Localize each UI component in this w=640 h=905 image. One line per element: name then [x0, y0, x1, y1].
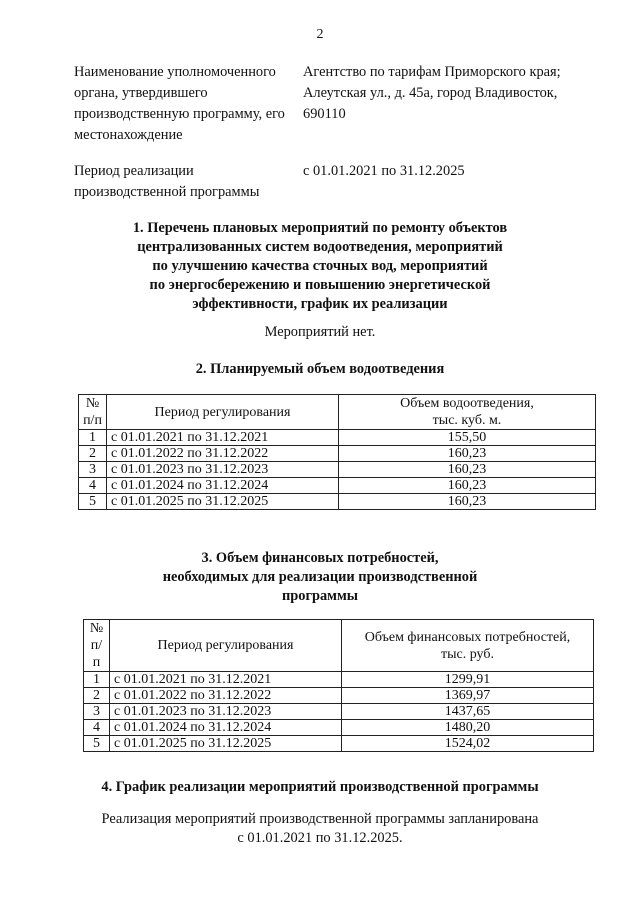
header-volume-line: тыс. куб. м.: [432, 413, 502, 428]
section-3-title-line: необходимых для реализации производственной: [162, 569, 478, 585]
header-finance: [342, 620, 594, 672]
row-value: 160,23: [339, 494, 596, 510]
header-num: [79, 395, 107, 430]
section-3-title-line: программы: [281, 588, 359, 604]
section-1-text: Мероприятий нет.: [264, 324, 376, 340]
table-row: [84, 736, 594, 752]
row-num: 1: [79, 430, 107, 446]
table-header-row: [84, 620, 594, 672]
section-1-title-line: централизованных систем водоотведения, мероприятий: [137, 239, 503, 255]
wastewater-volume-table: [78, 394, 596, 510]
row-num: 2: [79, 446, 107, 462]
row-period: с 01.01.2022 по 31.12.2022: [110, 688, 342, 704]
row-value: 160,23: [339, 446, 596, 462]
financial-needs-table: [83, 619, 594, 752]
row-num: 3: [84, 704, 110, 720]
row-num: 3: [79, 462, 107, 478]
table-row: [79, 478, 596, 494]
header-num-line: №: [85, 396, 100, 411]
row-period: с 01.01.2022 по 31.12.2022: [107, 446, 339, 462]
row-num: 2: [84, 688, 110, 704]
table-row: [84, 672, 594, 688]
row-period: с 01.01.2025 по 31.12.2025: [110, 736, 342, 752]
row-value: 1524,02: [342, 736, 594, 752]
row-num: 4: [79, 478, 107, 494]
row-num: 5: [84, 736, 110, 752]
table-row: [84, 704, 594, 720]
authority-value: Агентство по тарифам Приморского края; Алеутская ул., д. 45а, город Владивосток, 690110: [303, 64, 561, 122]
row-value: 1437,65: [342, 704, 594, 720]
header-num-line: п/п: [90, 638, 103, 670]
row-value: 160,23: [339, 462, 596, 478]
row-period: с 01.01.2025 по 31.12.2025: [107, 494, 339, 510]
row-value: 155,50: [339, 430, 596, 446]
header-finance-line: тыс. руб.: [441, 646, 494, 662]
header-num-line: №: [89, 621, 104, 636]
table-row: [84, 720, 594, 736]
section-4-title: 4. График реализации мероприятий производственной программы: [101, 779, 539, 795]
header-volume-line: Объем водоотведения,: [400, 396, 534, 411]
row-period: с 01.01.2024 по 31.12.2024: [110, 720, 342, 736]
row-num: 1: [84, 672, 110, 688]
header-num: [84, 620, 110, 672]
header-finance-line: Объем финансовых потребностей,: [364, 629, 571, 645]
table-row: [79, 446, 596, 462]
section-1-title-line: эффективности, график их реализации: [192, 296, 448, 312]
row-num: 4: [84, 720, 110, 736]
row-value: 160,23: [339, 478, 596, 494]
section-1-title-line: по улучшению качества сточных вод, мероприятий: [152, 258, 488, 274]
row-num: 5: [79, 494, 107, 510]
table-row: [79, 462, 596, 478]
table-row: [79, 430, 596, 446]
row-value: 1480,20: [342, 720, 594, 736]
section-4-text-line: Реализация мероприятий производственной программы запланирована: [101, 811, 539, 827]
section-1-title-line: 1. Перечень плановых мероприятий по ремонту объектов: [132, 220, 508, 236]
table-row: [84, 688, 594, 704]
page-number: 2: [316, 27, 324, 42]
section-1-title-line: по энергосбережению и повышению энергетической: [149, 277, 491, 293]
row-period: с 01.01.2021 по 31.12.2021: [107, 430, 339, 446]
row-value: 1299,91: [342, 672, 594, 688]
section-1-title: [0, 219, 640, 314]
row-value: 1369,97: [342, 688, 594, 704]
section-4-text-line: с 01.01.2021 по 31.12.2025.: [237, 830, 403, 846]
header-num-line: п/п: [83, 413, 102, 428]
section-3-title-line: 3. Объем финансовых потребностей,: [201, 550, 439, 566]
section-3-title: [0, 549, 640, 606]
period-label: Период реализации производственной программы: [74, 163, 260, 200]
section-2-title: 2. Планируемый объем водоотведения: [195, 361, 445, 377]
authority-label: Наименование уполномоченного органа, утвердившего производственную программу, его местонахождение: [74, 64, 285, 143]
row-period: с 01.01.2021 по 31.12.2021: [110, 672, 342, 688]
period-value: с 01.01.2021 по 31.12.2025: [303, 163, 465, 179]
section-4-text: [0, 810, 640, 848]
header-volume: [339, 395, 596, 430]
table-row: [79, 494, 596, 510]
header-period: Период регулирования: [110, 620, 342, 672]
row-period: с 01.01.2023 по 31.12.2023: [110, 704, 342, 720]
row-period: с 01.01.2023 по 31.12.2023: [107, 462, 339, 478]
header-period: Период регулирования: [107, 395, 339, 430]
row-period: с 01.01.2024 по 31.12.2024: [107, 478, 339, 494]
table-header-row: [79, 395, 596, 430]
